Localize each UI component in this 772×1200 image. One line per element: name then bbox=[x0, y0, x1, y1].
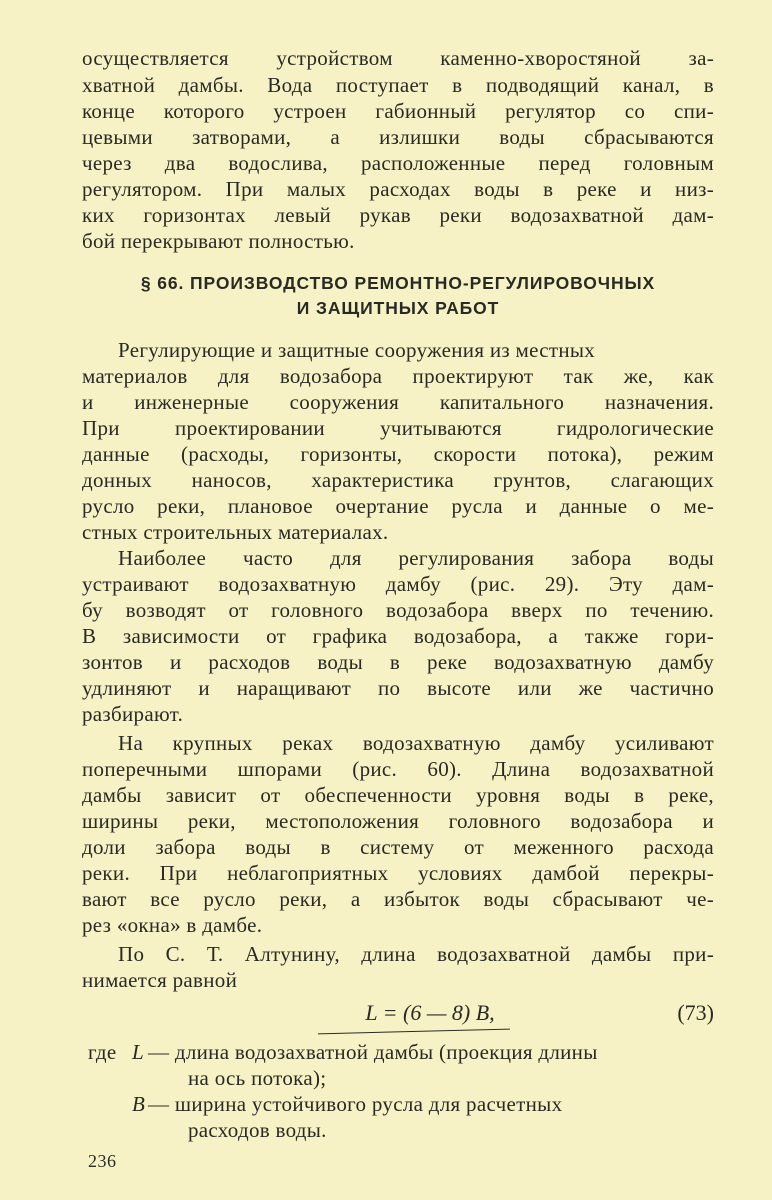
text-line: дамбы зависит от обеспеченности уровня воды в реке, bbox=[82, 783, 714, 807]
text-line: конце которого устроен габионный регулятор со спи- bbox=[82, 99, 714, 123]
text-line: донных наносов, характеристика грунтов, слагающих bbox=[82, 468, 714, 492]
text-line: стных строительных материалах. bbox=[82, 520, 389, 544]
text-line: Регулирующие и защитные сооружения из местных bbox=[118, 338, 596, 362]
definition-where: где bbox=[88, 1040, 117, 1064]
text-line: ширины реки, местоположения головного водозабора и bbox=[82, 809, 714, 833]
formula-number: (73) bbox=[677, 1000, 714, 1025]
text-line: удлиняют и наращивают по высоте или же частично bbox=[82, 676, 714, 700]
text-line: На крупных реках водозахватную дамбу усиливают bbox=[118, 731, 714, 755]
text-line: данные (расходы, горизонты, скорости потока), режим bbox=[82, 442, 714, 466]
text-line: через два водослива, расположенные перед головным bbox=[82, 151, 714, 175]
text-line: устраивают водозахватную дамбу (рис. 29). Эту дам- bbox=[82, 572, 714, 596]
text-line: вают все русло реки, а избыток воды сбрасывают че- bbox=[82, 887, 714, 911]
definition-B-line2: расходов воды. bbox=[188, 1118, 327, 1142]
text-line: осуществляется устройством каменно-хворостяной за- bbox=[82, 46, 714, 70]
text-line: поперечными шпорами (рис. 60). Длина водозахватной bbox=[82, 757, 714, 781]
page-number: 236 bbox=[88, 1151, 117, 1171]
text-line: хватной дамбы. Вода поступает в подводящий канал, в bbox=[82, 73, 714, 97]
text-line: ких горизонтах левый рукав реки водозахватной дам- bbox=[82, 203, 714, 227]
text-line: бу возводят от головного водозабора вверх по течению. bbox=[82, 598, 714, 622]
text-line: Наиболее часто для регулирования забора воды bbox=[118, 546, 714, 570]
text-line: и инженерные сооружения капитального назначения. bbox=[82, 390, 714, 414]
text-line: нимается равной bbox=[82, 968, 238, 992]
text-line: реки. При неблагоприятных условиях дамбой перекры- bbox=[82, 861, 714, 885]
text-line: регулятором. При малых расходах воды в реке и низ- bbox=[82, 177, 714, 201]
text-line: материалов для водозабора проектируют так же, как bbox=[82, 364, 714, 388]
text-line: рез «окна» в дамбе. bbox=[82, 913, 263, 937]
text-line: русло реки, плановое очертание русла и данные о ме- bbox=[82, 494, 714, 518]
section-heading-line2: И ЗАЩИТНЫХ РАБОТ bbox=[296, 298, 500, 318]
text-line: В зависимости от графика водозабора, а также гори- bbox=[82, 624, 714, 648]
definition-symbol-B: B bbox=[132, 1092, 146, 1116]
text-line: цевыми затворами, а излишки воды сбрасываются bbox=[82, 125, 714, 149]
formula bbox=[0, 996, 772, 1036]
definition-symbol-L: L bbox=[132, 1040, 144, 1064]
formula-expression: L = (6 — 8) B, bbox=[365, 1000, 495, 1025]
definition-B-line1: — ширина устойчивого русла для расчетных bbox=[148, 1092, 563, 1116]
section-heading-line1: § 66. ПРОИЗВОДСТВО РЕМОНТНО-РЕГУЛИРОВОЧНЫХ bbox=[140, 273, 656, 293]
text-line: При проектировании учитываются гидрологические bbox=[82, 416, 714, 440]
text-line: По С. Т. Алтунину, длина водозахватной дамбы при- bbox=[118, 942, 714, 966]
definition-L-line1: — длина водозахватной дамбы (проекция длины bbox=[148, 1040, 598, 1064]
text-line: бой перекрывают полностью. bbox=[82, 229, 355, 253]
text-line: зонтов и расходов воды в реке водозахватную дамбу bbox=[82, 650, 714, 674]
text-line: разбирают. bbox=[82, 702, 184, 726]
definition-L-line2: на ось потока); bbox=[188, 1066, 327, 1090]
text-line: доли забора воды в систему от меженного расхода bbox=[82, 835, 714, 859]
